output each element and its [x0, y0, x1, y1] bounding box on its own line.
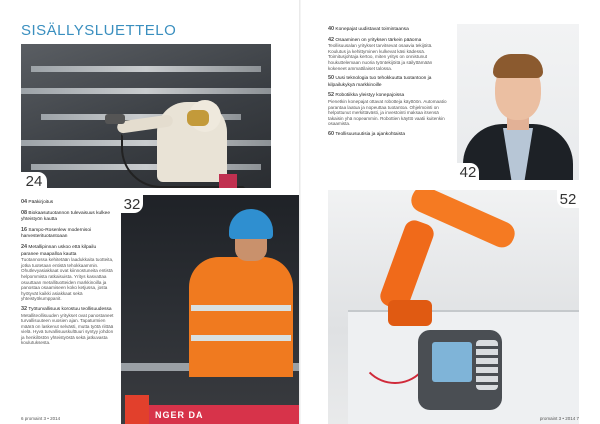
toc-entry[interactable]	[328, 75, 450, 88]
page-ref-robot: 52	[557, 190, 579, 208]
page-ref-portrait: 42	[457, 163, 479, 181]
toc-heading: Konepajat uudistavat toimintaansa	[335, 27, 409, 32]
toc-heading: Pääkirjoitus	[28, 200, 54, 205]
toc-page-number: 32	[21, 305, 28, 312]
toc-heading: Robotiikka yleistyy konepajoissa	[335, 93, 405, 99]
page-ref-painter: 24	[21, 172, 47, 190]
toc-page-number: 40	[328, 26, 335, 32]
steel-beam	[21, 88, 271, 94]
toc-entry[interactable]	[21, 210, 115, 223]
steel-beam	[31, 66, 261, 72]
toc-summary: Tuotannossa kehitetään laadukkaita tuotteita, jotka tuotetaan entistä tehokkaammin. Ohutlevyasiakkaat ovat kiinnostuneita entistä helpommista ratkaisuista. Yritys kasvattaa osuuttaan metallituotteiden markkinoilla ja panostaa osaamiseen koko ketjussa, josta hyötyvät kaikki asiakkaat sekä yhteistyökumppanit.	[21, 257, 114, 302]
toc-heading: Metallipinnan uskoo että kilpailu paranee maapalloa kautta	[21, 244, 97, 257]
toc-right-column	[328, 26, 450, 142]
danger-sign: NGER DA	[149, 405, 299, 424]
toc-entry[interactable]	[328, 37, 450, 72]
toc-page-number: 52	[328, 92, 335, 99]
toc-page-number: 04	[21, 199, 28, 205]
toc-summary: Teollisuusalan yritykset tarvitsevat osaavia tekijöitä. Koulutus ja kehittyminen kulkevat käsi kädessä. Toimitusjohtaja kertoo, miten yritys on onnistunut houkuttelemaan nuoria työntekijöitä ja säilyttämään kokeneet ammattilaiset talossa.	[328, 43, 433, 71]
page-gutter	[299, 0, 301, 424]
worker-boot	[219, 174, 237, 188]
photo-spray-painter	[21, 44, 271, 188]
toc-heading: Biokaasutuotannon tulevaisuus kulkee yhteistyön kautta	[21, 210, 111, 223]
toc-heading: Uusi teknologia tuo tehokkuutta tuotantoon ja kilpailukykyä markkinoille	[328, 76, 432, 88]
robot-base	[388, 300, 432, 326]
toc-page-number: 42	[328, 36, 335, 43]
toc-heading: Osaaminen on yrityksen tärkein pääoma	[335, 37, 422, 43]
toc-entry[interactable]	[328, 26, 450, 33]
pendant-screen	[432, 342, 472, 382]
photo-portrait	[457, 24, 579, 180]
toc-page-number: 50	[328, 75, 335, 82]
spray-gun	[105, 114, 125, 124]
toc-page-number: 16	[21, 226, 28, 233]
toc-entry[interactable]	[21, 199, 115, 206]
reflective-stripe	[191, 305, 291, 311]
robot-arm-lower	[378, 218, 437, 313]
toc-entry[interactable]	[328, 92, 450, 127]
toc-heading: Sampo-Rosenlew modernisoi harvesterituotantoaan	[21, 227, 92, 240]
photo-industrial-robot	[328, 190, 579, 424]
toc-page-number: 24	[21, 243, 28, 250]
safety-vest	[189, 257, 293, 377]
toc-heading: Työturvallisuus korostuu teollisuudessa	[28, 306, 112, 312]
page-ref-worker: 32	[121, 195, 143, 213]
toc-left-column	[21, 199, 115, 350]
toc-summary: Metalliteollisuuden yritykset ovat panostaneet turvallisuuteen vuosien ajan. Tapaturmien määrä on laskenut selvästi, mutta työtä riittää vielä. Hyvä turvallisuuskulttuuri syntyy johdon ja henkilöstön yhteistyöstä sekä jatkuvasta koulutuksesta.	[21, 312, 114, 346]
hair	[493, 54, 543, 78]
traffic-cone	[125, 395, 149, 424]
toc-entry[interactable]	[328, 131, 450, 138]
footer-right: promaint 3 • 2014 7	[539, 416, 579, 421]
toc-entry[interactable]	[21, 306, 115, 346]
toc-page-number: 08	[21, 209, 28, 216]
photo-construction-worker	[121, 195, 299, 424]
pendant-buttons	[476, 340, 498, 390]
toc-entry[interactable]	[21, 244, 115, 302]
hard-hat	[229, 209, 273, 239]
toc-heading: Teollisuusuutisia ja ajankohtaista	[335, 131, 406, 137]
footer-left: 6 promaint 3 • 2014	[21, 416, 61, 421]
toc-page-number: 60	[328, 130, 335, 137]
respirator-mask	[187, 110, 209, 126]
toc-entry[interactable]	[21, 227, 115, 240]
reflective-stripe	[191, 335, 291, 341]
page-title: SISÄLLYSLUETTELO	[21, 22, 177, 39]
toc-summary: Pienetkin konepajat ottavat robotteja käyttöön. Automaatio parantaa laatua ja nopeuttaa tuotantoa. Ohjelmointi on helpottunut merkittävästi, ja investointi maksaa itsensä takaisin yhä nopeammin. Robottien käyttö vaatii kuitenkin osaamista.	[328, 98, 447, 127]
